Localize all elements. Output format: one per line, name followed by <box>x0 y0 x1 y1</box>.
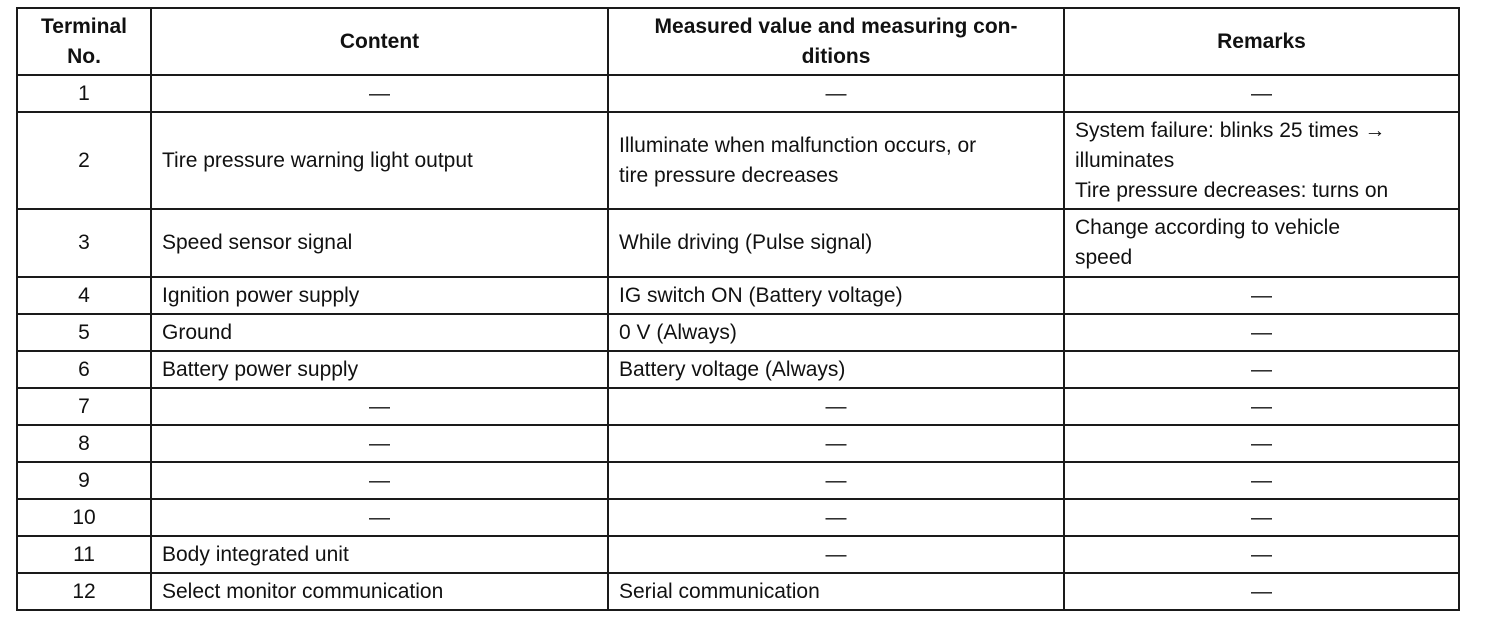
terminal-cell: 7 <box>17 388 151 425</box>
content-cell: — <box>151 388 608 425</box>
terminal-cell: 12 <box>17 573 151 610</box>
measured-cell: — <box>608 536 1064 573</box>
measured-cell: While driving (Pulse signal) <box>608 209 1064 277</box>
terminal-cell: 6 <box>17 351 151 388</box>
content-cell: — <box>151 75 608 112</box>
measured-cell: Battery voltage (Always) <box>608 351 1064 388</box>
content-cell: Body integrated unit <box>151 536 608 573</box>
table-row <box>17 277 1459 314</box>
remarks-cell: — <box>1064 536 1459 573</box>
remarks-cell <box>1064 112 1459 209</box>
table-row <box>17 462 1459 499</box>
header-measured-line1: Measured value and measuring con- <box>654 14 1018 38</box>
table-row <box>17 351 1459 388</box>
content-cell: Ground <box>151 314 608 351</box>
content-cell: — <box>151 425 608 462</box>
terminal-cell: 11 <box>17 536 151 573</box>
terminal-cell: 9 <box>17 462 151 499</box>
remarks-cell: — <box>1064 277 1459 314</box>
content-cell: — <box>151 462 608 499</box>
header-measured-line2: ditions <box>801 44 871 68</box>
remarks-cell: — <box>1064 425 1459 462</box>
measured-cell: — <box>608 499 1064 536</box>
measured-cell: 0 V (Always) <box>608 314 1064 351</box>
remarks-cell: — <box>1064 499 1459 536</box>
remarks-cell: — <box>1064 351 1459 388</box>
table-row <box>17 314 1459 351</box>
remarks-cell: — <box>1064 462 1459 499</box>
table-header-row <box>17 8 1459 75</box>
header-terminal-line2: No. <box>67 44 101 68</box>
content-cell: — <box>151 499 608 536</box>
remarks-line: Tire pressure decreases: turns on <box>1075 178 1389 202</box>
header-terminal-no <box>17 8 151 75</box>
measured-cell: — <box>608 388 1064 425</box>
measured-cell: Serial communication <box>608 573 1064 610</box>
table-row <box>17 499 1459 536</box>
measured-cell: — <box>608 425 1064 462</box>
header-remarks: Remarks <box>1064 8 1459 75</box>
measured-line: Illuminate when malfunction occurs, or <box>619 133 977 157</box>
remarks-cell: — <box>1064 75 1459 112</box>
terminal-table <box>16 7 1460 611</box>
remarks-cell: — <box>1064 314 1459 351</box>
remarks-line: System failure: blinks 25 times → <box>1075 118 1386 142</box>
terminal-cell: 8 <box>17 425 151 462</box>
remarks-line: speed <box>1075 246 1133 269</box>
content-cell: Select monitor communication <box>151 573 608 610</box>
content-cell: Tire pressure warning light output <box>151 112 608 209</box>
terminal-cell: 5 <box>17 314 151 351</box>
terminal-cell: 1 <box>17 75 151 112</box>
table-row <box>17 112 1459 209</box>
header-measured <box>608 8 1064 75</box>
measured-cell: — <box>608 462 1064 499</box>
remarks-cell: — <box>1064 388 1459 425</box>
table-row <box>17 209 1459 277</box>
remarks-cell: — <box>1064 573 1459 610</box>
header-terminal-line1: Terminal <box>41 14 127 38</box>
table-row <box>17 573 1459 610</box>
measured-cell: — <box>608 75 1064 112</box>
content-cell: Ignition power supply <box>151 277 608 314</box>
table-row <box>17 75 1459 112</box>
remarks-line: Change according to vehicle <box>1075 216 1341 239</box>
table-row <box>17 536 1459 573</box>
content-cell: Speed sensor signal <box>151 209 608 277</box>
terminal-cell: 3 <box>17 209 151 277</box>
measured-cell <box>608 112 1064 209</box>
content-cell: Battery power supply <box>151 351 608 388</box>
terminal-cell: 4 <box>17 277 151 314</box>
table-row <box>17 425 1459 462</box>
table-row <box>17 388 1459 425</box>
measured-line: tire pressure decreases <box>619 163 839 187</box>
measured-cell: IG switch ON (Battery voltage) <box>608 277 1064 314</box>
terminal-cell: 2 <box>17 112 151 209</box>
remarks-line: illuminates <box>1075 148 1175 172</box>
remarks-cell <box>1064 209 1459 277</box>
terminal-cell: 10 <box>17 499 151 536</box>
header-content: Content <box>151 8 608 75</box>
